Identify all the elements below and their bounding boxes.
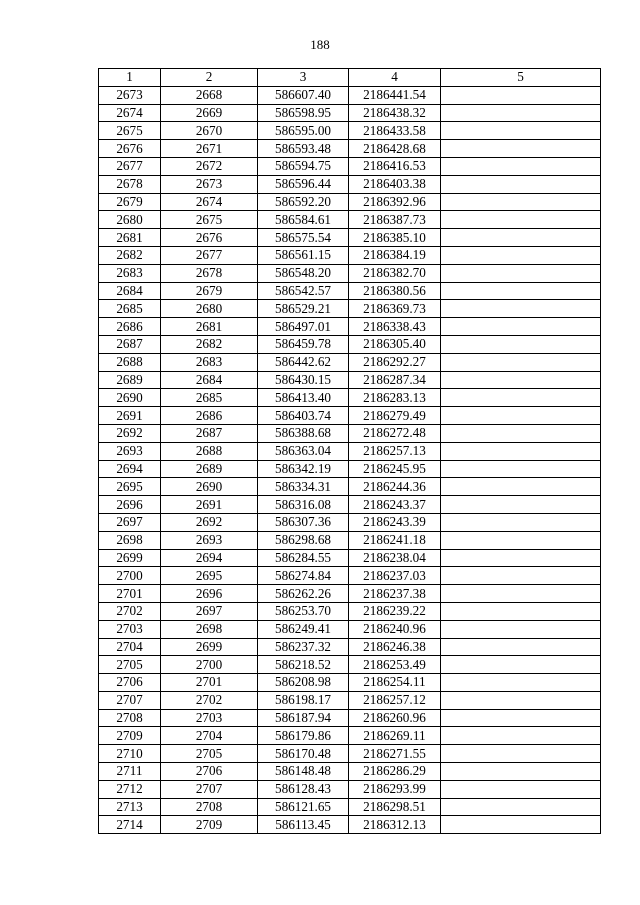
table-row: [99, 531, 601, 549]
table-row: [99, 157, 601, 175]
table-cell: 2186305.40: [349, 335, 441, 353]
table-cell: 2702: [161, 691, 258, 709]
table-cell: 2683: [161, 353, 258, 371]
table-cell: 2714: [99, 816, 161, 834]
table-cell: 2684: [161, 371, 258, 389]
table-cell: 2678: [99, 175, 161, 193]
table-cell: 2186257.13: [349, 442, 441, 460]
table-cell: 586284.55: [258, 549, 349, 567]
table-cell: 2186312.13: [349, 816, 441, 834]
table-cell: 2698: [99, 531, 161, 549]
table-cell: 2186257.12: [349, 691, 441, 709]
table-cell: 2697: [161, 602, 258, 620]
table-row: [99, 211, 601, 229]
table-cell: [441, 335, 601, 353]
table-cell: 2694: [99, 460, 161, 478]
table-cell: [441, 620, 601, 638]
table-cell: 2186416.53: [349, 157, 441, 175]
table-cell: 2699: [161, 638, 258, 656]
table-cell: 586388.68: [258, 424, 349, 442]
column-header: 3: [258, 69, 349, 87]
table-cell: 586170.48: [258, 745, 349, 763]
table-cell: 586262.26: [258, 585, 349, 603]
table-cell: 2672: [161, 157, 258, 175]
table-row: [99, 674, 601, 692]
table-cell: 586253.70: [258, 602, 349, 620]
table-row: [99, 86, 601, 104]
table-cell: 2696: [99, 496, 161, 514]
table-cell: [441, 229, 601, 247]
table-cell: 2670: [161, 122, 258, 140]
table-cell: 2691: [161, 496, 258, 514]
table-cell: 2685: [161, 389, 258, 407]
table-cell: 586598.95: [258, 104, 349, 122]
table-cell: 586208.98: [258, 674, 349, 692]
table-row: [99, 335, 601, 353]
table-cell: [441, 585, 601, 603]
table-row: [99, 264, 601, 282]
table-cell: 2675: [161, 211, 258, 229]
table-cell: 2712: [99, 780, 161, 798]
table-cell: 2186387.73: [349, 211, 441, 229]
table-cell: [441, 602, 601, 620]
table-cell: 2186298.51: [349, 798, 441, 816]
table-cell: 2668: [161, 86, 258, 104]
table-cell: 586575.54: [258, 229, 349, 247]
table-cell: [441, 727, 601, 745]
table-cell: [441, 175, 601, 193]
table-cell: 586592.20: [258, 193, 349, 211]
table-row: [99, 763, 601, 781]
table-cell: 586316.08: [258, 496, 349, 514]
table-cell: 586593.48: [258, 140, 349, 158]
table-cell: [441, 407, 601, 425]
table-cell: 2186392.96: [349, 193, 441, 211]
table-cell: [441, 798, 601, 816]
table-cell: 2681: [99, 229, 161, 247]
table-cell: 2707: [99, 691, 161, 709]
table-cell: 586529.21: [258, 300, 349, 318]
table-cell: 2711: [99, 763, 161, 781]
table-cell: 2710: [99, 745, 161, 763]
table-cell: 2703: [161, 709, 258, 727]
table-cell: [441, 709, 601, 727]
table-cell: 586596.44: [258, 175, 349, 193]
table-cell: 2186240.96: [349, 620, 441, 638]
table-cell: 2692: [99, 424, 161, 442]
table-cell: 586607.40: [258, 86, 349, 104]
table-cell: 2186403.38: [349, 175, 441, 193]
table-cell: 586187.94: [258, 709, 349, 727]
table-cell: 2186428.68: [349, 140, 441, 158]
table-cell: 2682: [99, 246, 161, 264]
table-cell: 2713: [99, 798, 161, 816]
table-cell: 2696: [161, 585, 258, 603]
table-cell: [441, 211, 601, 229]
table-cell: 2698: [161, 620, 258, 638]
table-row: [99, 780, 601, 798]
table-cell: [441, 460, 601, 478]
table-row: [99, 816, 601, 834]
table-row: [99, 229, 601, 247]
table-cell: 586249.41: [258, 620, 349, 638]
table-cell: 2693: [161, 531, 258, 549]
table-cell: 2676: [161, 229, 258, 247]
table-cell: 2683: [99, 264, 161, 282]
table-cell: 2700: [99, 567, 161, 585]
table-cell: 2708: [161, 798, 258, 816]
table-cell: 2709: [161, 816, 258, 834]
table-cell: [441, 193, 601, 211]
table-cell: 2702: [99, 602, 161, 620]
table-cell: 2674: [99, 104, 161, 122]
table-cell: 2681: [161, 318, 258, 336]
table-cell: 2707: [161, 780, 258, 798]
page-number: 188: [310, 37, 330, 52]
table-cell: 2673: [99, 86, 161, 104]
table-cell: [441, 745, 601, 763]
column-header: 4: [349, 69, 441, 87]
table-cell: 2678: [161, 264, 258, 282]
table-cell: 2694: [161, 549, 258, 567]
table-cell: 2186243.37: [349, 496, 441, 514]
table-cell: 2685: [99, 300, 161, 318]
table-cell: 2697: [99, 513, 161, 531]
table-row: [99, 567, 601, 585]
table-cell: [441, 318, 601, 336]
table-cell: 2687: [161, 424, 258, 442]
table-row: [99, 246, 601, 264]
table-row: [99, 442, 601, 460]
table-cell: 2186246.38: [349, 638, 441, 656]
table-row: [99, 585, 601, 603]
table-row: [99, 424, 601, 442]
table-cell: 2708: [99, 709, 161, 727]
table-cell: 2684: [99, 282, 161, 300]
table-cell: 2690: [161, 478, 258, 496]
table-cell: 586403.74: [258, 407, 349, 425]
column-header: 1: [99, 69, 161, 87]
table-cell: [441, 656, 601, 674]
table-row: [99, 140, 601, 158]
table-cell: 2688: [99, 353, 161, 371]
table-cell: 2686: [161, 407, 258, 425]
table-cell: 586595.00: [258, 122, 349, 140]
table-cell: 2679: [99, 193, 161, 211]
table-cell: 2680: [99, 211, 161, 229]
table-cell: 2671: [161, 140, 258, 158]
table-row: [99, 389, 601, 407]
table-cell: [441, 691, 601, 709]
table-cell: [441, 389, 601, 407]
table-cell: 2676: [99, 140, 161, 158]
table-cell: 2701: [161, 674, 258, 692]
table-cell: 586497.01: [258, 318, 349, 336]
table-row: [99, 193, 601, 211]
table-cell: 2695: [161, 567, 258, 585]
column-header: 5: [441, 69, 601, 87]
table-cell: [441, 567, 601, 585]
table-cell: 2186287.34: [349, 371, 441, 389]
table-cell: 2186237.03: [349, 567, 441, 585]
table-cell: [441, 816, 601, 834]
table-cell: [441, 157, 601, 175]
table-row: [99, 318, 601, 336]
table-cell: 2186239.22: [349, 602, 441, 620]
table-row: [99, 656, 601, 674]
table-cell: 2682: [161, 335, 258, 353]
table-cell: 2706: [161, 763, 258, 781]
table-cell: 2186441.54: [349, 86, 441, 104]
table-cell: 586459.78: [258, 335, 349, 353]
table-cell: 586237.32: [258, 638, 349, 656]
table-row: [99, 300, 601, 318]
table-cell: 2679: [161, 282, 258, 300]
table-cell: 586307.36: [258, 513, 349, 531]
table-cell: 2186433.58: [349, 122, 441, 140]
table-cell: 586594.75: [258, 157, 349, 175]
table-cell: 2703: [99, 620, 161, 638]
table-cell: 586561.15: [258, 246, 349, 264]
table-row: [99, 727, 601, 745]
table-row: [99, 460, 601, 478]
table-cell: [441, 264, 601, 282]
table-cell: [441, 122, 601, 140]
table-cell: [441, 86, 601, 104]
table-row: [99, 798, 601, 816]
table-cell: 2186269.11: [349, 727, 441, 745]
table-cell: 2186286.29: [349, 763, 441, 781]
table-cell: 586542.57: [258, 282, 349, 300]
table-cell: 2186241.18: [349, 531, 441, 549]
table-row: [99, 691, 601, 709]
table-cell: 2186292.27: [349, 353, 441, 371]
table-cell: [441, 674, 601, 692]
table-cell: 2186369.73: [349, 300, 441, 318]
table-row: [99, 602, 601, 620]
table-cell: 586218.52: [258, 656, 349, 674]
table-cell: 2673: [161, 175, 258, 193]
table-cell: [441, 300, 601, 318]
table-cell: 586430.15: [258, 371, 349, 389]
table-row: [99, 371, 601, 389]
table-cell: 586413.40: [258, 389, 349, 407]
table-row: [99, 513, 601, 531]
table-cell: 2704: [99, 638, 161, 656]
table-cell: 2186253.49: [349, 656, 441, 674]
table-cell: [441, 371, 601, 389]
table-cell: 2701: [99, 585, 161, 603]
table-row: [99, 282, 601, 300]
table-row: [99, 353, 601, 371]
table-cell: 586548.20: [258, 264, 349, 282]
table-cell: 2706: [99, 674, 161, 692]
table-cell: [441, 442, 601, 460]
table-row: [99, 122, 601, 140]
table-row: [99, 407, 601, 425]
table-cell: 2689: [161, 460, 258, 478]
table-cell: 586334.31: [258, 478, 349, 496]
table-cell: 2186271.55: [349, 745, 441, 763]
table-cell: 2186279.49: [349, 407, 441, 425]
table-row: [99, 549, 601, 567]
table-cell: 2704: [161, 727, 258, 745]
table-cell: 2186245.95: [349, 460, 441, 478]
table-cell: 2680: [161, 300, 258, 318]
table-cell: 2692: [161, 513, 258, 531]
table-cell: 2693: [99, 442, 161, 460]
table-cell: 2669: [161, 104, 258, 122]
coordinates-table: [98, 68, 601, 834]
table-cell: 2677: [161, 246, 258, 264]
table-row: [99, 745, 601, 763]
column-header: 2: [161, 69, 258, 87]
table-cell: 586274.84: [258, 567, 349, 585]
table-cell: 2695: [99, 478, 161, 496]
table-cell: [441, 531, 601, 549]
table-row: [99, 709, 601, 727]
table-cell: 2688: [161, 442, 258, 460]
table-cell: 2709: [99, 727, 161, 745]
table-cell: [441, 763, 601, 781]
table-cell: [441, 478, 601, 496]
table-cell: [441, 513, 601, 531]
table-cell: 2691: [99, 407, 161, 425]
table-cell: 2186380.56: [349, 282, 441, 300]
table-cell: [441, 549, 601, 567]
table-cell: 2186254.11: [349, 674, 441, 692]
table-cell: 2677: [99, 157, 161, 175]
table-cell: 586342.19: [258, 460, 349, 478]
table-cell: 2690: [99, 389, 161, 407]
table-cell: 2186243.39: [349, 513, 441, 531]
table-cell: 586113.45: [258, 816, 349, 834]
table-cell: 2186260.96: [349, 709, 441, 727]
table-cell: 586179.86: [258, 727, 349, 745]
table-cell: 586148.48: [258, 763, 349, 781]
table-row: [99, 478, 601, 496]
table-cell: 2186238.04: [349, 549, 441, 567]
table-cell: 2705: [161, 745, 258, 763]
table-cell: 2186438.32: [349, 104, 441, 122]
table-cell: 2186293.99: [349, 780, 441, 798]
table-cell: 2687: [99, 335, 161, 353]
table-cell: 2700: [161, 656, 258, 674]
table-cell: 2675: [99, 122, 161, 140]
table-cell: 586128.43: [258, 780, 349, 798]
table-row: [99, 104, 601, 122]
table-cell: [441, 424, 601, 442]
table-cell: 2699: [99, 549, 161, 567]
table-cell: 2689: [99, 371, 161, 389]
table-cell: [441, 282, 601, 300]
table-row: [99, 638, 601, 656]
table-cell: [441, 140, 601, 158]
table-cell: 2186283.13: [349, 389, 441, 407]
table-cell: 586584.61: [258, 211, 349, 229]
table-cell: 2186384.19: [349, 246, 441, 264]
table-cell: [441, 496, 601, 514]
table-cell: 2186272.48: [349, 424, 441, 442]
table-header-row: [99, 69, 601, 87]
table-cell: [441, 246, 601, 264]
table-cell: 2186237.38: [349, 585, 441, 603]
table-cell: 586198.17: [258, 691, 349, 709]
table-cell: [441, 638, 601, 656]
table-row: [99, 175, 601, 193]
table-cell: 586363.04: [258, 442, 349, 460]
table-cell: 2186385.10: [349, 229, 441, 247]
table-cell: 2674: [161, 193, 258, 211]
table-cell: 586298.68: [258, 531, 349, 549]
table-cell: [441, 780, 601, 798]
table-row: [99, 496, 601, 514]
table-row: [99, 620, 601, 638]
table-cell: [441, 104, 601, 122]
table-cell: [441, 353, 601, 371]
table-cell: 2186338.43: [349, 318, 441, 336]
table-cell: 586442.62: [258, 353, 349, 371]
table-cell: 586121.65: [258, 798, 349, 816]
table-cell: 2686: [99, 318, 161, 336]
table-body: [99, 86, 601, 833]
table-cell: 2186244.36: [349, 478, 441, 496]
table-cell: 2705: [99, 656, 161, 674]
table-cell: 2186382.70: [349, 264, 441, 282]
